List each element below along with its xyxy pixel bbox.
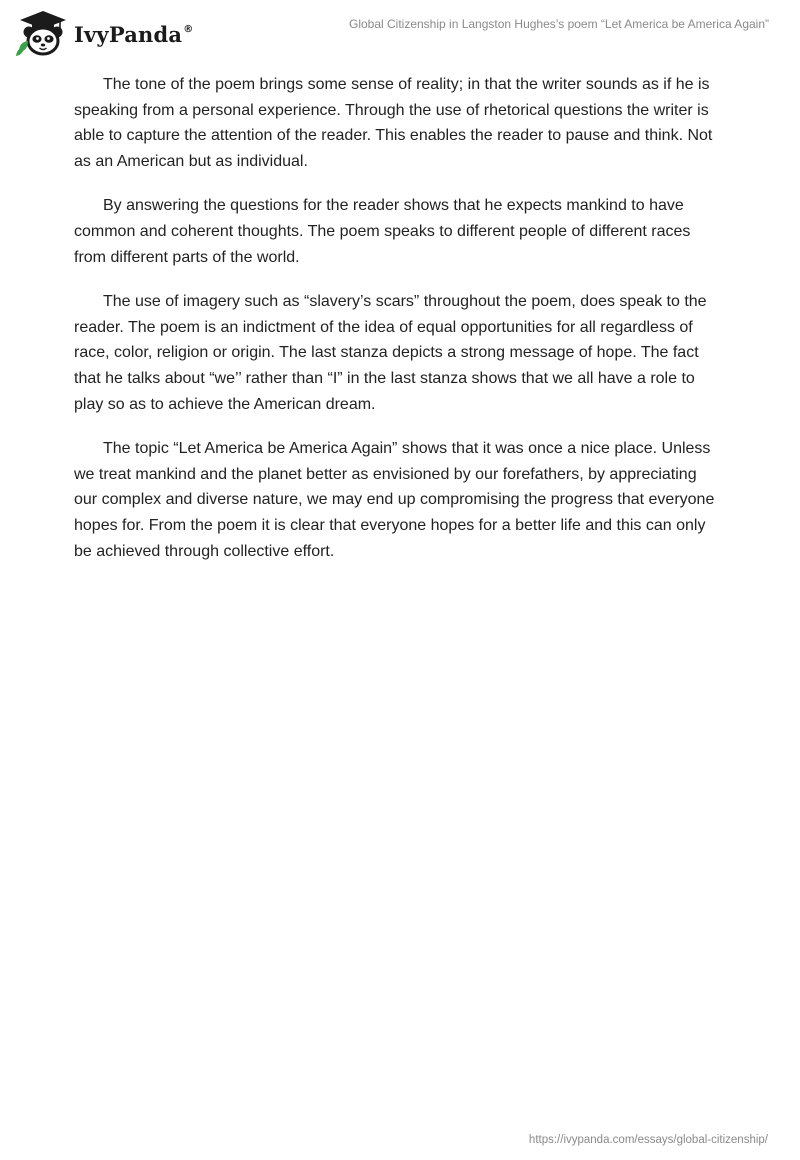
registered-mark: ® (183, 23, 194, 35)
brand-logo[interactable] (14, 8, 193, 58)
essay-body (74, 72, 724, 583)
panda-graduate-icon (14, 8, 72, 58)
footer-url-link[interactable]: https://ivypanda.com/essays/global-citizenship/ (528, 1134, 768, 1146)
paragraph-1: The tone of the poem brings some sense of reality; in that the writer sounds as if he is speaking from a personal experience. Through the use of rhetorical questions the writer is able to capture the attention of the reader. This enables the reader to pause and think. Not as an American but as individual. (74, 76, 713, 170)
paragraph-4: The topic “Let America be America Again” shows that it was once a nice place. Unless we treat mankind and the planet better as envisioned by our forefathers, by appreciating our complex and diverse nature, we may end up compromising the progress that everyone hopes for. From the poem it is clear that everyone hopes for a better life and this can only be achieved through collective effort. (74, 440, 715, 560)
brand-name: IvyPanda® (74, 21, 194, 47)
document-title: Global Citizenship in Langston Hughes’s poem “Let America be America Again” (348, 17, 769, 31)
page-header (0, 0, 800, 60)
paragraph-2: By answering the questions for the reader shows that he expects mankind to have common and coherent thoughts. The poem speaks to different people of different races from different parts of the world. (74, 197, 691, 266)
paragraph-3: The use of imagery such as “slavery’s scars” throughout the poem, does speak to the reader. The poem is an indictment of the idea of equal opportunities for all regardless of race, color, religion or origin. The last stanza depicts a strong message of hope. The fact that he talks about “we’’ rather than “I” in the last stanza shows that we all have a role to play so as to achieve the American dream. (74, 293, 707, 413)
